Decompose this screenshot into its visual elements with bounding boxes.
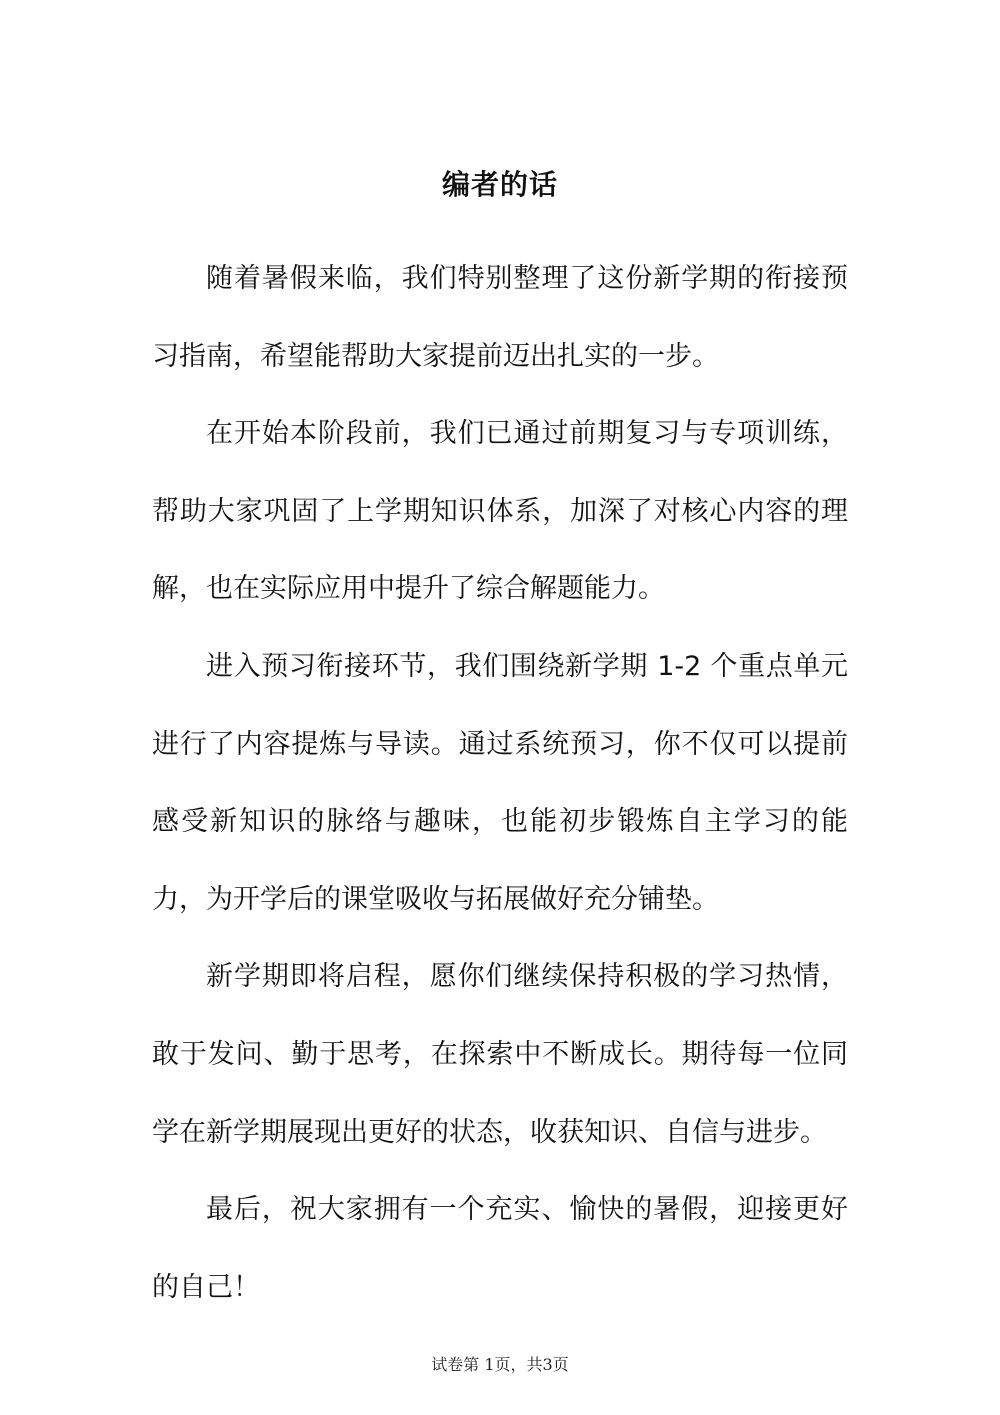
body-text bbox=[152, 240, 848, 1326]
page-title: 编者的话 bbox=[441, 168, 558, 201]
paragraph-3: 进入预习衔接环节，我们围绕新学期 1-2 个重点单元进行了内容提炼与导读。通过系统预习，你不仅可以提前感受新知识的脉络与趣味，也能初步锻炼自主学习的能力，为开学后的课堂吸收与拓展做好充分铺垫。 bbox=[152, 650, 848, 915]
page-footer: 试卷第 1页，共3页 bbox=[431, 1355, 569, 1374]
paragraph-4: 新学期即将启程，愿你们继续保持积极的学习热情，敢于发问、勤于思考，在探索中不断成长。期待每一位同学在新学期展现出更好的状态，收获知识、自信与进步。 bbox=[152, 961, 848, 1148]
paragraph-5: 最后，祝大家拥有一个充实、愉快的暑假，迎接更好的自己！ bbox=[152, 1194, 848, 1303]
paragraph-1: 随着暑假来临，我们特别整理了这份新学期的衔接预习指南，希望能帮助大家提前迈出扎实的一步。 bbox=[152, 263, 848, 372]
paragraph-2: 在开始本阶段前，我们已通过前期复习与专项训练，帮助大家巩固了上学期知识体系，加深了对核心内容的理解，也在实际应用中提升了综合解题能力。 bbox=[152, 418, 848, 605]
